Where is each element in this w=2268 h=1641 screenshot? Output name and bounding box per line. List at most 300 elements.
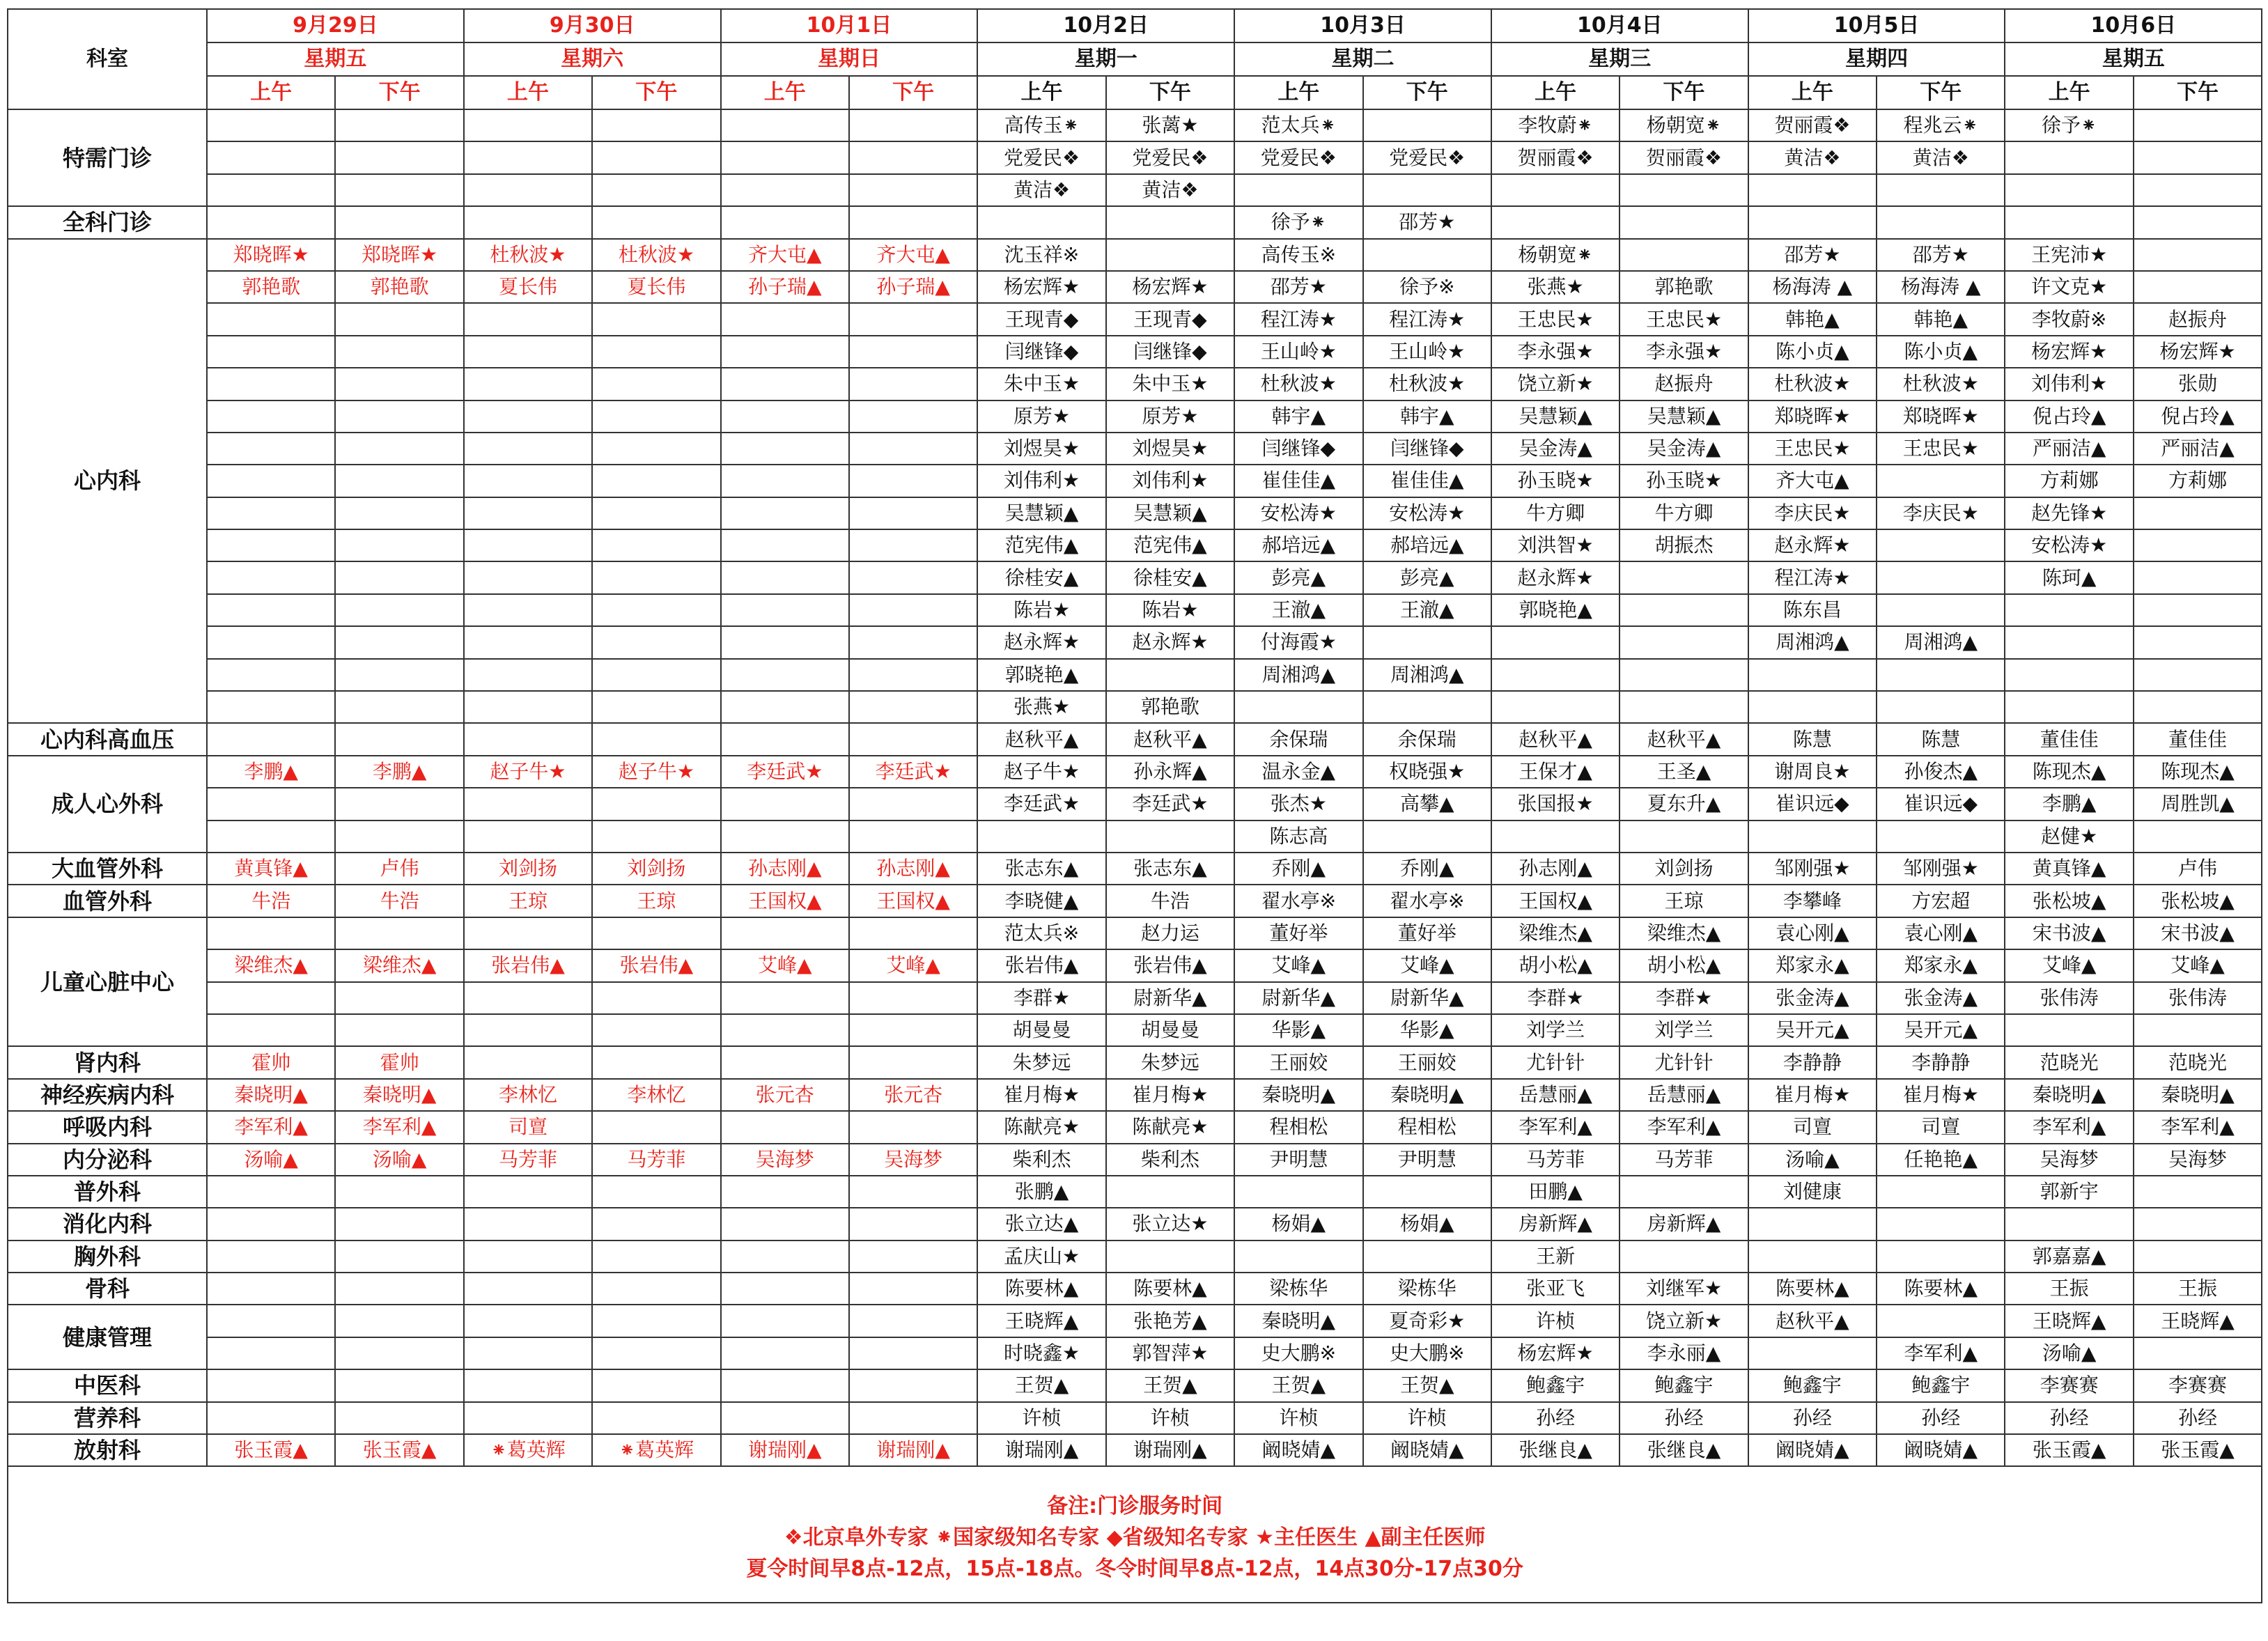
doctor-cell	[849, 1337, 977, 1369]
doctor-cell	[464, 626, 592, 658]
doctor-cell	[2134, 561, 2262, 593]
doctor-cell: 孙玉晓★	[1620, 465, 1748, 497]
doctor-cell	[849, 659, 977, 691]
doctor-cell	[849, 820, 977, 853]
doctor-cell	[207, 788, 335, 820]
doctor-cell: 闫继锋◆	[1106, 336, 1234, 368]
doctor-cell: 赵秋平▲	[1491, 723, 1620, 755]
doctor-cell: 秦晓明▲	[2005, 1079, 2133, 1111]
doctor-cell	[1363, 174, 1491, 206]
doctor-cell	[849, 465, 977, 497]
doctor-cell	[592, 982, 720, 1014]
doctor-cell	[849, 400, 977, 433]
doctor-cell	[464, 336, 592, 368]
doctor-cell	[592, 206, 720, 238]
doctor-cell: 翟水亭※	[1363, 885, 1491, 917]
doctor-cell: 党爱民❖	[977, 141, 1105, 173]
doctor-cell	[849, 561, 977, 593]
doctor-cell: 董好举	[1363, 917, 1491, 949]
doctor-cell: 崔月梅★	[1748, 1079, 1877, 1111]
doctor-cell: 崔识远◆	[1877, 788, 2005, 820]
doctor-cell	[721, 982, 849, 1014]
table-row	[8, 917, 2262, 949]
doctor-cell: 安松涛★	[1363, 497, 1491, 529]
doctor-cell	[849, 1369, 977, 1401]
table-row	[8, 1144, 2262, 1176]
doctor-cell	[1491, 691, 1620, 723]
doctor-cell: 王忠民★	[1748, 433, 1877, 465]
table-row	[8, 788, 2262, 820]
doctor-cell: 张立达▲	[977, 1208, 1105, 1240]
doctor-cell	[464, 1014, 592, 1046]
doctor-cell	[977, 820, 1105, 853]
doctor-cell: 郭艳歌	[1620, 271, 1748, 303]
doctor-cell	[1363, 626, 1491, 658]
doctor-cell	[721, 109, 849, 141]
doctor-cell	[1748, 1241, 1877, 1273]
doctor-cell: 翟水亭※	[1234, 885, 1362, 917]
doctor-cell: 沈玉祥※	[977, 239, 1105, 271]
dept-name: 心内科高血压	[8, 723, 207, 755]
date-header: 9月30日	[464, 9, 721, 42]
doctor-cell: 乔刚▲	[1363, 853, 1491, 885]
doctor-cell: 赵秋平▲	[1106, 723, 1234, 755]
doctor-cell: 李廷武★	[1106, 788, 1234, 820]
doctor-cell	[1620, 1241, 1748, 1273]
doctor-cell: 方莉娜	[2134, 465, 2262, 497]
doctor-cell	[721, 465, 849, 497]
doctor-cell: 王澈▲	[1234, 594, 1362, 626]
doctor-cell	[592, 1014, 720, 1046]
doctor-cell: 袁心刚▲	[1748, 917, 1877, 949]
doctor-cell: 黄洁❖	[1877, 141, 2005, 173]
doctor-cell: 刘剑扬	[464, 853, 592, 885]
doctor-cell	[207, 1241, 335, 1273]
doctor-cell	[1620, 659, 1748, 691]
doctor-cell: 史大鹏※	[1234, 1337, 1362, 1369]
doctor-cell	[592, 1046, 720, 1078]
doctor-cell	[1363, 820, 1491, 853]
doctor-cell	[721, 141, 849, 173]
doctor-cell: 邵芳★	[1877, 239, 2005, 271]
am-header: 上午	[464, 76, 592, 109]
table-row	[8, 529, 2262, 561]
doctor-cell: 赵子牛★	[592, 756, 720, 788]
doctor-cell: 郑晓晖★	[1748, 400, 1877, 433]
doctor-cell	[592, 1402, 720, 1434]
doctor-cell: ⁕葛英辉	[464, 1434, 592, 1466]
doctor-cell: 赵永辉★	[1106, 626, 1234, 658]
doctor-cell: 汤喻▲	[2005, 1337, 2133, 1369]
doctor-cell: 陈要林▲	[1748, 1273, 1877, 1305]
dept-name: 骨科	[8, 1273, 207, 1305]
doctor-cell: 范太兵⁕	[1234, 109, 1362, 141]
doctor-cell: 房新辉▲	[1491, 1208, 1620, 1240]
doctor-cell: 张元杏	[721, 1079, 849, 1111]
doctor-cell: 岳慧丽▲	[1491, 1079, 1620, 1111]
doctor-cell: 吴慧颖▲	[1106, 497, 1234, 529]
doctor-cell	[721, 400, 849, 433]
doctor-cell: 李赛赛	[2134, 1369, 2262, 1401]
weekday-header: 星期二	[1234, 42, 1491, 76]
table-row	[8, 1241, 2262, 1273]
doctor-cell: 王丽姣	[1234, 1046, 1362, 1078]
doctor-cell: 孙永辉▲	[1106, 756, 1234, 788]
doctor-cell: 田鹏▲	[1491, 1176, 1620, 1208]
doctor-cell: 齐大屯▲	[721, 239, 849, 271]
doctor-cell: 董佳佳	[2134, 723, 2262, 755]
doctor-cell	[207, 529, 335, 561]
table-row	[8, 561, 2262, 593]
doctor-cell: 刘剑扬	[592, 853, 720, 885]
doctor-cell: 秦晓明▲	[1363, 1079, 1491, 1111]
doctor-cell: 陈志高	[1234, 820, 1362, 853]
doctor-cell: 贺丽霞❖	[1748, 109, 1877, 141]
doctor-cell	[335, 723, 463, 755]
doctor-cell: 王琼	[1620, 885, 1748, 917]
doctor-cell: 王振	[2005, 1273, 2133, 1305]
doctor-cell	[207, 465, 335, 497]
doctor-cell	[335, 982, 463, 1014]
doctor-cell	[335, 788, 463, 820]
doctor-cell	[849, 141, 977, 173]
doctor-cell: 杨娟▲	[1234, 1208, 1362, 1240]
doctor-cell	[849, 529, 977, 561]
doctor-cell: 吴开元▲	[1748, 1014, 1877, 1046]
doctor-cell: 张伟涛	[2005, 982, 2133, 1014]
doctor-cell: 韩宇▲	[1234, 400, 1362, 433]
doctor-cell	[721, 1369, 849, 1401]
doctor-cell	[849, 594, 977, 626]
doctor-cell: 程江涛★	[1363, 303, 1491, 335]
doctor-cell	[721, 1208, 849, 1240]
doctor-cell: 李群★	[1491, 982, 1620, 1014]
doctor-cell	[1877, 174, 2005, 206]
table-row	[8, 1046, 2262, 1078]
doctor-cell: 张艳芳▲	[1106, 1305, 1234, 1337]
doctor-cell	[2134, 1241, 2262, 1273]
doctor-cell	[207, 820, 335, 853]
table-row	[8, 433, 2262, 465]
doctor-cell	[335, 659, 463, 691]
doctor-cell: 张松坡▲	[2005, 885, 2133, 917]
doctor-cell	[1620, 691, 1748, 723]
doctor-cell: 李群★	[977, 982, 1105, 1014]
doctor-cell: 杨海涛 ▲	[1877, 271, 2005, 303]
pm-header: 下午	[849, 76, 977, 109]
doctor-cell	[721, 594, 849, 626]
doctor-cell: 吴慧颖▲	[1620, 400, 1748, 433]
doctor-cell: 尤针针	[1620, 1046, 1748, 1078]
doctor-cell: 邵芳★	[1234, 271, 1362, 303]
doctor-cell: 汤喻▲	[1748, 1144, 1877, 1176]
doctor-cell: 彭亮▲	[1234, 561, 1362, 593]
doctor-cell	[849, 788, 977, 820]
doctor-cell: 马芳菲	[592, 1144, 720, 1176]
doctor-cell: 崔月梅★	[1106, 1079, 1234, 1111]
date-header: 9月29日	[207, 9, 464, 42]
doctor-cell: 饶立新★	[1491, 368, 1620, 400]
doctor-cell	[464, 109, 592, 141]
doctor-cell: 刘伟利★	[1106, 465, 1234, 497]
doctor-cell	[1363, 691, 1491, 723]
doctor-cell	[464, 174, 592, 206]
doctor-cell	[464, 1273, 592, 1305]
doctor-cell: 杜秋波★	[464, 239, 592, 271]
doctor-cell: 牛方卿	[1620, 497, 1748, 529]
doctor-cell	[2005, 626, 2133, 658]
doctor-cell: 赵子牛★	[977, 756, 1105, 788]
doctor-cell	[335, 1337, 463, 1369]
doctor-cell: 陈要林▲	[1877, 1273, 2005, 1305]
doctor-cell: 党爱民❖	[1234, 141, 1362, 173]
doctor-cell: 孙子瑞▲	[721, 271, 849, 303]
doctor-cell	[2005, 206, 2133, 238]
doctor-cell	[2134, 206, 2262, 238]
doctor-cell: 范晓光	[2134, 1046, 2262, 1078]
doctor-cell	[207, 368, 335, 400]
doctor-cell: 陈珂▲	[2005, 561, 2133, 593]
doctor-cell: 张伟涛	[2134, 982, 2262, 1014]
doctor-cell	[207, 1337, 335, 1369]
doctor-cell	[849, 982, 977, 1014]
doctor-cell	[335, 400, 463, 433]
doctor-cell	[2005, 594, 2133, 626]
doctor-cell	[464, 1176, 592, 1208]
doctor-cell: 崔月梅★	[977, 1079, 1105, 1111]
dept-name: 放射科	[8, 1434, 207, 1466]
table-row	[8, 271, 2262, 303]
doctor-cell: 温永金▲	[1234, 756, 1362, 788]
doctor-cell: 范太兵※	[977, 917, 1105, 949]
doctor-cell: 周湘鸿▲	[1363, 659, 1491, 691]
pm-header: 下午	[1877, 76, 2005, 109]
doctor-cell	[335, 303, 463, 335]
doctor-cell: 牛浩	[335, 885, 463, 917]
doctor-cell: 高攀▲	[1363, 788, 1491, 820]
table-row	[8, 303, 2262, 335]
doctor-cell: 杨宏辉★	[1491, 1337, 1620, 1369]
doctor-cell	[592, 917, 720, 949]
doctor-cell	[1234, 174, 1362, 206]
doctor-cell: 杨宏辉★	[2005, 336, 2133, 368]
doctor-cell: 陈献亮★	[977, 1111, 1105, 1143]
doctor-cell: 陈慧	[1748, 723, 1877, 755]
doctor-cell	[335, 561, 463, 593]
doctor-cell: 夏长伟	[464, 271, 592, 303]
table-row	[8, 174, 2262, 206]
doctor-cell	[721, 1241, 849, 1273]
doctor-cell: 范晓光	[2005, 1046, 2133, 1078]
doctor-cell: 陈小贞▲	[1748, 336, 1877, 368]
dept-name: 全科门诊	[8, 206, 207, 238]
dept-name: 胸外科	[8, 1241, 207, 1273]
doctor-cell: 王国权▲	[721, 885, 849, 917]
doctor-cell	[592, 594, 720, 626]
doctor-cell: 鲍鑫宇	[1877, 1369, 2005, 1401]
doctor-cell: 郑晓晖★	[335, 239, 463, 271]
doctor-cell: 艾峰▲	[721, 949, 849, 981]
doctor-cell: 刘煜昊★	[1106, 433, 1234, 465]
doctor-cell	[2134, 594, 2262, 626]
doctor-cell: 彭亮▲	[1363, 561, 1491, 593]
doctor-cell: 张元杏	[849, 1079, 977, 1111]
doctor-cell: 张玉霞▲	[2134, 1434, 2262, 1466]
doctor-cell	[207, 561, 335, 593]
doctor-cell: 余保瑞	[1363, 723, 1491, 755]
table-row	[8, 853, 2262, 885]
doctor-cell	[2134, 529, 2262, 561]
doctor-cell: 房新辉▲	[1620, 1208, 1748, 1240]
doctor-cell: 范宪伟▲	[1106, 529, 1234, 561]
dept-name: 呼吸内科	[8, 1111, 207, 1143]
am-header: 上午	[721, 76, 849, 109]
doctor-cell: 李军利▲	[2005, 1111, 2133, 1143]
doctor-cell: 高传玉※	[1234, 239, 1362, 271]
doctor-cell: 李廷武★	[977, 788, 1105, 820]
doctor-cell: 周胜凯▲	[2134, 788, 2262, 820]
doctor-cell: 刘学兰	[1620, 1014, 1748, 1046]
doctor-cell: 李静静	[1877, 1046, 2005, 1078]
doctor-cell	[849, 691, 977, 723]
doctor-cell	[849, 1241, 977, 1273]
doctor-cell	[592, 174, 720, 206]
doctor-cell	[207, 659, 335, 691]
doctor-cell: 贺丽霞❖	[1491, 141, 1620, 173]
doctor-cell: 崔月梅★	[1877, 1079, 2005, 1111]
doctor-cell: 许文克★	[2005, 271, 2133, 303]
doctor-cell	[849, 917, 977, 949]
doctor-cell: 陈岩★	[977, 594, 1105, 626]
doctor-cell: 杨娟▲	[1363, 1208, 1491, 1240]
doctor-cell	[464, 1402, 592, 1434]
table-row	[8, 497, 2262, 529]
doctor-cell: 陈岩★	[1106, 594, 1234, 626]
doctor-cell	[721, 820, 849, 853]
doctor-cell	[2005, 659, 2133, 691]
doctor-cell: 张岩伟▲	[592, 949, 720, 981]
doctor-cell: 胡小松▲	[1491, 949, 1620, 981]
note-line: 夏令时间早8点-12点，15点-18点。冬令时间早8点-12点，14点30分-17点30分	[746, 1556, 1523, 1581]
doctor-cell: 孙玉晓★	[1491, 465, 1620, 497]
doctor-cell: 夏奇彩★	[1363, 1305, 1491, 1337]
doctor-cell: 孙经	[1877, 1402, 2005, 1434]
doctor-cell: 赵秋平▲	[1620, 723, 1748, 755]
doctor-cell	[2134, 626, 2262, 658]
doctor-cell: 韩宇▲	[1363, 400, 1491, 433]
doctor-cell: 马芳菲	[464, 1144, 592, 1176]
doctor-cell	[464, 465, 592, 497]
doctor-cell	[335, 368, 463, 400]
doctor-cell	[721, 626, 849, 658]
doctor-cell: 原芳★	[1106, 400, 1234, 433]
doctor-cell	[1620, 594, 1748, 626]
doctor-cell: 夏东升▲	[1620, 788, 1748, 820]
doctor-cell	[207, 1208, 335, 1240]
weekday-header: 星期日	[721, 42, 978, 76]
table-row	[8, 368, 2262, 400]
doctor-cell: 汤喻▲	[207, 1144, 335, 1176]
doctor-cell: 谢瑞刚▲	[721, 1434, 849, 1466]
doctor-cell: 陈小贞▲	[1877, 336, 2005, 368]
doctor-cell: 司亶	[1877, 1111, 2005, 1143]
doctor-cell: 吴海梦	[2134, 1144, 2262, 1176]
doctor-cell: 许桢	[1234, 1402, 1362, 1434]
doctor-cell: 程兆云⁕	[1877, 109, 2005, 141]
doctor-cell	[592, 659, 720, 691]
doctor-cell: 倪占玲▲	[2005, 400, 2133, 433]
doctor-cell	[849, 497, 977, 529]
doctor-cell: 邹刚强★	[1748, 853, 1877, 885]
table-row	[8, 1111, 2262, 1143]
table-row	[8, 659, 2262, 691]
doctor-cell	[592, 1241, 720, 1273]
doctor-cell: 王山岭★	[1363, 336, 1491, 368]
doctor-cell	[592, 626, 720, 658]
doctor-cell: 鲍鑫宇	[1491, 1369, 1620, 1401]
doctor-cell: 邹刚强★	[1877, 853, 2005, 885]
doctor-cell	[1363, 239, 1491, 271]
doctor-cell: 艾峰▲	[1363, 949, 1491, 981]
doctor-cell: 王贺▲	[977, 1369, 1105, 1401]
doctor-cell: 齐大屯▲	[849, 239, 977, 271]
doctor-cell	[335, 1305, 463, 1337]
doctor-cell: 王晓辉▲	[977, 1305, 1105, 1337]
doctor-cell: 朱中玉★	[1106, 368, 1234, 400]
doctor-cell	[1491, 174, 1620, 206]
doctor-cell	[849, 109, 977, 141]
doctor-cell: 孙经	[1620, 1402, 1748, 1434]
doctor-cell	[721, 368, 849, 400]
doctor-cell	[464, 206, 592, 238]
doctor-cell: 孙经	[1748, 1402, 1877, 1434]
doctor-cell: 陈慧	[1877, 723, 2005, 755]
doctor-cell: 杜秋波★	[1363, 368, 1491, 400]
doctor-cell	[1106, 1241, 1234, 1273]
doctor-cell: 史大鹏※	[1363, 1337, 1491, 1369]
doctor-cell	[1877, 1208, 2005, 1240]
doctor-cell: 胡小松▲	[1620, 949, 1748, 981]
am-header: 上午	[1748, 76, 1877, 109]
doctor-cell: 司亶	[1748, 1111, 1877, 1143]
doctor-cell: 陈现杰▲	[2134, 756, 2262, 788]
doctor-cell: 刘伟利★	[977, 465, 1105, 497]
doctor-cell: 李庆民★	[1748, 497, 1877, 529]
doctor-cell	[464, 1208, 592, 1240]
doctor-cell: 艾峰▲	[2134, 949, 2262, 981]
doctor-cell	[464, 1241, 592, 1273]
doctor-cell: 程相松	[1363, 1111, 1491, 1143]
table-row	[8, 206, 2262, 238]
schedule-sheet	[7, 8, 2261, 1631]
table-row	[8, 1337, 2262, 1369]
doctor-cell: 崔佳佳▲	[1363, 465, 1491, 497]
doctor-cell	[849, 174, 977, 206]
doctor-cell	[592, 336, 720, 368]
doctor-cell: 齐大屯▲	[1748, 465, 1877, 497]
pm-header: 下午	[335, 76, 463, 109]
table-row	[8, 336, 2262, 368]
doctor-cell	[464, 659, 592, 691]
doctor-cell: 杨宏辉★	[1106, 271, 1234, 303]
doctor-cell: 时晓鑫★	[977, 1337, 1105, 1369]
doctor-cell: 杜秋波★	[1877, 368, 2005, 400]
doctor-cell	[207, 691, 335, 723]
doctor-cell	[207, 109, 335, 141]
doctor-cell: 张杰★	[1234, 788, 1362, 820]
doctor-cell: 郑家永▲	[1877, 949, 2005, 981]
doctor-cell: 宋书波▲	[2005, 917, 2133, 949]
